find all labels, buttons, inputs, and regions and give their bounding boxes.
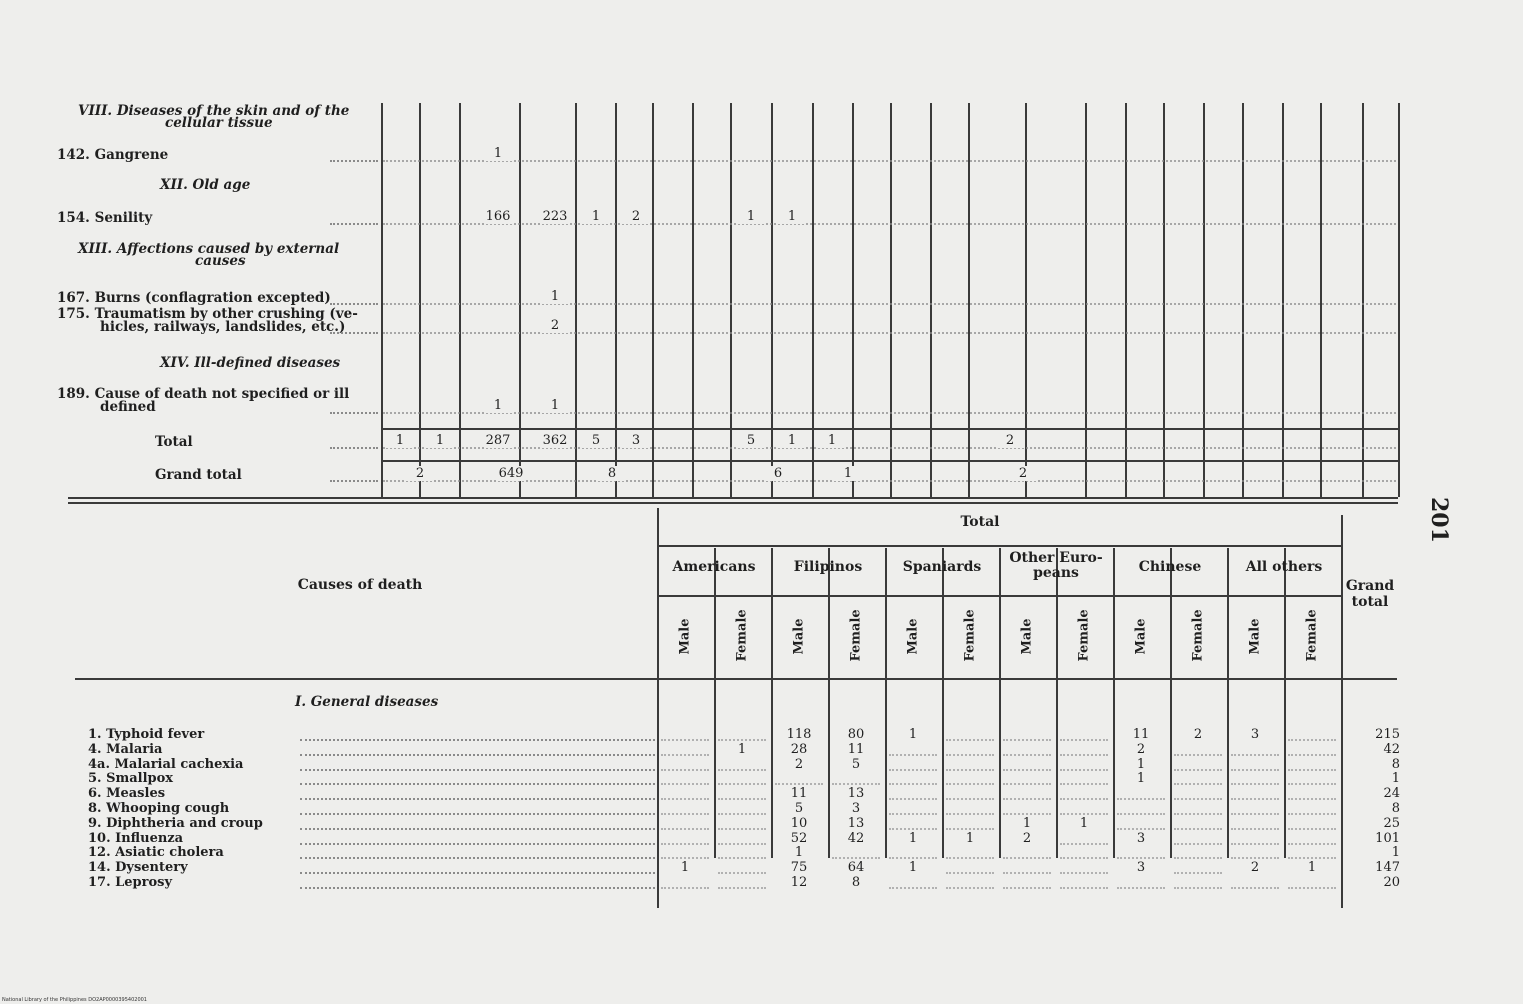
upper-column-rule xyxy=(692,103,694,497)
row-label-line2: hicles, railways, landslides, etc.) xyxy=(100,319,346,335)
cell-value: 1 xyxy=(671,860,699,875)
empty-cell-dots xyxy=(1003,769,1051,771)
row-label-line2: defined xyxy=(100,399,156,415)
leader-dots xyxy=(330,223,378,225)
section-heading: XII. Old age xyxy=(160,177,251,193)
grand-total-value: 8 xyxy=(1391,801,1400,816)
empty-cell-dots xyxy=(1288,783,1336,785)
empty-cell-dots xyxy=(1003,887,1051,889)
cell-value: 1 xyxy=(899,727,927,742)
page-number: 201 xyxy=(1426,497,1452,543)
cause-label: 4a. Malarial cachexia xyxy=(88,756,244,772)
empty-cell-dots xyxy=(1060,872,1108,874)
cause-label: 17. Leprosy xyxy=(88,875,173,890)
cell-value: 3 xyxy=(1241,727,1269,742)
empty-cell-dots xyxy=(1060,769,1108,771)
cell-value: 11 xyxy=(785,786,813,801)
cause-label: 14. Dysentery xyxy=(88,860,188,876)
cell-value: 1 xyxy=(426,433,454,448)
upper-column-rule xyxy=(1125,103,1127,497)
section-heading: VIII. Diseases of the skin and of the xyxy=(78,103,350,119)
leader-dots xyxy=(300,783,655,785)
cell-value: 2 xyxy=(1013,831,1041,846)
upper-column-rule xyxy=(652,103,654,497)
cause-label: 6. Measles xyxy=(88,786,166,802)
cell-value: 42 xyxy=(842,831,870,846)
leader-dots xyxy=(330,480,378,482)
leader-dots xyxy=(300,857,655,859)
cell-value: 1 xyxy=(1127,757,1155,772)
upper-column-rule xyxy=(575,103,577,497)
upper-column-rule xyxy=(930,103,932,497)
empty-cell-dots xyxy=(889,828,937,830)
cell-value: 118 xyxy=(786,727,812,742)
cell-value: 28 xyxy=(785,742,813,757)
empty-cell-dots xyxy=(718,798,766,800)
cell-value: 13 xyxy=(842,816,870,831)
empty-cell-dots xyxy=(889,887,937,889)
empty-cell-dots xyxy=(1174,872,1222,874)
group-header-rule xyxy=(657,595,1341,597)
empty-cell-dots xyxy=(832,783,880,785)
cell-value: 5 xyxy=(737,433,765,448)
cause-label: 9. Diphtheria and croup xyxy=(88,815,263,831)
grand-total-header: Grand total xyxy=(1345,578,1395,610)
grand-total-value: 8 xyxy=(1391,756,1400,772)
cell-value: 1 xyxy=(778,433,806,448)
empty-cell-dots xyxy=(1231,857,1279,859)
leader-dots xyxy=(300,887,655,889)
section-heading: XIV. Ill-defined diseases xyxy=(160,355,341,371)
empty-cell-dots xyxy=(1288,887,1336,889)
leader-dots xyxy=(300,798,655,800)
empty-cell-dots xyxy=(1288,857,1336,859)
empty-cell-dots xyxy=(661,739,709,741)
empty-cell-dots xyxy=(1174,887,1222,889)
group-header: Other Euro- peans xyxy=(1009,550,1103,581)
upper-column-rule xyxy=(1398,103,1400,497)
empty-cell-dots xyxy=(718,813,766,815)
upper-column-rule xyxy=(730,103,732,497)
upper-column-rule xyxy=(1362,103,1364,497)
empty-cell-dots xyxy=(1003,783,1051,785)
empty-cell-dots xyxy=(775,783,823,785)
cell-value: 2 xyxy=(406,466,434,481)
empty-cell-dots xyxy=(1003,739,1051,741)
empty-cell-dots xyxy=(1231,828,1279,830)
leader-dots xyxy=(330,160,378,162)
upper-column-rule xyxy=(615,103,617,497)
empty-cell-dots xyxy=(889,798,937,800)
cell-value: 10 xyxy=(785,816,813,831)
empty-cell-dots xyxy=(718,783,766,785)
empty-cell-dots xyxy=(1174,843,1222,845)
cell-value: 3 xyxy=(622,433,650,448)
separator-line xyxy=(68,497,1398,499)
leader-dots xyxy=(330,303,378,305)
empty-cell-dots xyxy=(946,857,994,859)
section-heading: I. General diseases xyxy=(295,694,439,710)
empty-cell-dots xyxy=(1060,798,1108,800)
grand-total-value: 24 xyxy=(1383,786,1400,802)
empty-cell-dots xyxy=(889,769,937,771)
grand-total-value: 101 xyxy=(1375,830,1400,846)
cell-value: 1 xyxy=(785,845,813,860)
row-label: 154. Senility xyxy=(57,210,153,226)
empty-cell-dots xyxy=(718,872,766,874)
empty-cell-dots xyxy=(1060,813,1108,815)
empty-cell-dots xyxy=(1060,783,1108,785)
cause-label: 10. Influenza xyxy=(88,830,184,846)
cell-value: 2 xyxy=(1009,466,1037,481)
cause-label: 8. Whooping cough xyxy=(88,801,230,816)
cell-value: 1 xyxy=(899,831,927,846)
grand-total-value: 147 xyxy=(1375,860,1400,876)
empty-cell-dots xyxy=(1060,739,1108,741)
cell-value: 12 xyxy=(785,875,813,890)
cell-value: 3 xyxy=(842,801,870,816)
empty-cell-dots xyxy=(661,843,709,845)
leader-dots xyxy=(300,872,655,874)
empty-cell-dots xyxy=(661,828,709,830)
cell-value: 3 xyxy=(1127,860,1155,875)
total-header: Total xyxy=(960,514,1000,530)
empty-cell-dots xyxy=(1060,887,1108,889)
cell-value: 1 xyxy=(818,433,846,448)
upper-column-rule xyxy=(1163,103,1165,497)
upper-column-rule xyxy=(968,103,970,497)
group-header: Spaniards xyxy=(902,559,982,575)
empty-cell-dots xyxy=(1288,739,1336,741)
empty-cell-dots xyxy=(661,798,709,800)
cell-value: 11 xyxy=(1127,727,1155,742)
cell-value: 1 xyxy=(899,860,927,875)
empty-cell-dots xyxy=(1003,798,1051,800)
empty-cell-dots xyxy=(946,828,994,830)
leader-dots xyxy=(300,828,655,830)
grand-total-value: 215 xyxy=(1375,727,1400,742)
empty-cell-dots xyxy=(1231,843,1279,845)
cell-value: 1 xyxy=(541,398,569,413)
sex-label: Female xyxy=(1076,609,1092,662)
empty-cell-dots xyxy=(383,160,1396,162)
empty-cell-dots xyxy=(383,480,1396,482)
sex-label: Male xyxy=(791,618,807,655)
empty-cell-dots xyxy=(718,828,766,830)
empty-cell-dots xyxy=(1231,798,1279,800)
empty-cell-dots xyxy=(889,857,937,859)
total-rule xyxy=(381,460,1398,462)
cell-value: 1 xyxy=(834,466,862,481)
upper-column-rule xyxy=(419,103,421,497)
row-label: Grand total xyxy=(155,467,242,483)
empty-cell-dots xyxy=(661,783,709,785)
upper-column-rule xyxy=(1203,103,1205,497)
empty-cell-dots xyxy=(383,332,1396,334)
empty-cell-dots xyxy=(1288,813,1336,815)
empty-cell-dots xyxy=(889,813,937,815)
empty-cell-dots xyxy=(661,887,709,889)
empty-cell-dots xyxy=(946,798,994,800)
empty-cell-dots xyxy=(1117,828,1165,830)
sex-label: Female xyxy=(734,609,750,662)
sex-label: Male xyxy=(1019,618,1035,655)
section-heading-line2: causes xyxy=(195,253,246,269)
cell-value: 287 xyxy=(485,433,511,448)
upper-column-rule xyxy=(852,103,854,497)
cell-value: 1 xyxy=(728,742,756,757)
cell-value: 2 xyxy=(996,433,1024,448)
empty-cell-dots xyxy=(1174,754,1222,756)
cell-value: 1 xyxy=(1013,816,1041,831)
cell-value: 2 xyxy=(1241,860,1269,875)
leader-dots xyxy=(300,769,655,771)
sex-label: Male xyxy=(1133,618,1149,655)
grand-total-value: 25 xyxy=(1383,815,1400,831)
empty-cell-dots xyxy=(889,783,937,785)
cell-value: 1 xyxy=(1127,771,1155,786)
empty-cell-dots xyxy=(1060,754,1108,756)
upper-column-rule xyxy=(1320,103,1322,497)
empty-cell-dots xyxy=(1288,828,1336,830)
sex-label: Female xyxy=(1190,609,1206,662)
row-label: 167. Burns (conflagration excepted) xyxy=(57,290,331,306)
empty-cell-dots xyxy=(946,754,994,756)
empty-cell-dots xyxy=(832,857,880,859)
header-bottom-rule xyxy=(75,678,1397,680)
empty-cell-dots xyxy=(383,223,1396,225)
cell-value: 166 xyxy=(485,209,511,224)
cell-value: 1 xyxy=(1298,860,1326,875)
cell-value: 64 xyxy=(842,860,870,875)
grand-total-value: 20 xyxy=(1383,875,1400,890)
cell-value: 2 xyxy=(622,209,650,224)
cell-value: 362 xyxy=(542,433,568,448)
cell-value: 1 xyxy=(541,289,569,304)
upper-column-rule xyxy=(1085,103,1087,497)
grand-total-value: 1 xyxy=(1391,771,1400,787)
grand-total-value: 42 xyxy=(1383,741,1400,757)
cell-value: 52 xyxy=(785,831,813,846)
cell-value: 11 xyxy=(842,742,870,757)
upper-column-rule xyxy=(1025,103,1027,497)
cell-value: 80 xyxy=(842,727,870,742)
empty-cell-dots xyxy=(1231,769,1279,771)
upper-column-rule xyxy=(1242,103,1244,497)
cell-value: 8 xyxy=(842,875,870,890)
empty-cell-dots xyxy=(1003,754,1051,756)
cell-value: 2 xyxy=(541,318,569,333)
cell-value: 223 xyxy=(542,209,568,224)
cell-value: 6 xyxy=(764,466,792,481)
cell-value: 5 xyxy=(785,801,813,816)
cell-value: 1 xyxy=(1070,816,1098,831)
leader-dots xyxy=(330,332,378,334)
cell-value: 2 xyxy=(785,757,813,772)
empty-cell-dots xyxy=(1231,887,1279,889)
upper-column-rule xyxy=(771,103,773,497)
empty-cell-dots xyxy=(718,887,766,889)
header-rule xyxy=(1341,515,1343,908)
empty-cell-dots xyxy=(661,857,709,859)
cell-value: 1 xyxy=(956,831,984,846)
empty-cell-dots xyxy=(383,412,1396,414)
cell-value: 8 xyxy=(598,466,626,481)
empty-cell-dots xyxy=(1117,813,1165,815)
cell-value: 1 xyxy=(484,398,512,413)
cell-value: 3 xyxy=(1127,831,1155,846)
separator-line xyxy=(68,502,1398,504)
cell-value: 1 xyxy=(484,146,512,161)
empty-cell-dots xyxy=(1003,872,1051,874)
cell-value: 1 xyxy=(386,433,414,448)
cell-value: 1 xyxy=(582,209,610,224)
empty-cell-dots xyxy=(383,447,1396,449)
empty-cell-dots xyxy=(718,857,766,859)
empty-cell-dots xyxy=(1003,857,1051,859)
empty-cell-dots xyxy=(1117,798,1165,800)
empty-cell-dots xyxy=(1231,813,1279,815)
empty-cell-dots xyxy=(383,303,1396,305)
causes-of-death-header: Causes of death xyxy=(297,577,423,593)
empty-cell-dots xyxy=(946,813,994,815)
sex-label: Female xyxy=(1304,609,1320,662)
upper-column-rule xyxy=(519,103,521,497)
empty-cell-dots xyxy=(946,769,994,771)
sex-label: Female xyxy=(962,609,978,662)
group-header: Filipinos xyxy=(793,559,863,575)
empty-cell-dots xyxy=(1117,857,1165,859)
group-header: All others xyxy=(1245,559,1323,575)
empty-cell-dots xyxy=(889,754,937,756)
leader-dots xyxy=(300,754,655,756)
empty-cell-dots xyxy=(1174,783,1222,785)
empty-cell-dots xyxy=(1174,813,1222,815)
section-heading-line2: cellular tissue xyxy=(165,115,273,131)
section-heading: XIII. Affections caused by external xyxy=(78,241,340,257)
empty-cell-dots xyxy=(1060,857,1108,859)
empty-cell-dots xyxy=(1231,754,1279,756)
empty-cell-dots xyxy=(946,887,994,889)
row-label: 175. Traumatism by other crushing (ve- xyxy=(57,306,358,322)
empty-cell-dots xyxy=(946,783,994,785)
upper-column-rule xyxy=(890,103,892,497)
empty-cell-dots xyxy=(718,739,766,741)
cell-value: 13 xyxy=(842,786,870,801)
empty-cell-dots xyxy=(1174,798,1222,800)
cell-value: 5 xyxy=(842,757,870,772)
empty-cell-dots xyxy=(946,872,994,874)
group-header: Chinese xyxy=(1138,559,1202,575)
leader-dots xyxy=(330,447,378,449)
grand-total-value: 1 xyxy=(1391,845,1400,861)
empty-cell-dots xyxy=(946,739,994,741)
empty-cell-dots xyxy=(661,769,709,771)
upper-column-rule xyxy=(459,103,461,497)
empty-cell-dots xyxy=(718,843,766,845)
empty-cell-dots xyxy=(661,813,709,815)
empty-cell-dots xyxy=(1288,798,1336,800)
cell-value: 2 xyxy=(1184,727,1212,742)
upper-column-rule xyxy=(812,103,814,497)
row-label: Total xyxy=(155,434,193,450)
empty-cell-dots xyxy=(661,754,709,756)
empty-cell-dots xyxy=(1060,843,1108,845)
sex-label: Male xyxy=(1247,618,1263,655)
group-header: Americans xyxy=(672,559,756,575)
cell-value: 2 xyxy=(1127,742,1155,757)
empty-cell-dots xyxy=(1288,843,1336,845)
empty-cell-dots xyxy=(1117,887,1165,889)
empty-cell-dots xyxy=(1174,857,1222,859)
upper-column-rule xyxy=(1282,103,1284,497)
cause-label: 5. Smallpox xyxy=(88,771,174,787)
cell-value: 649 xyxy=(498,466,524,481)
leader-dots xyxy=(300,813,655,815)
cell-value: 5 xyxy=(582,433,610,448)
empty-cell-dots xyxy=(1174,769,1222,771)
empty-cell-dots xyxy=(1288,769,1336,771)
sex-label: Female xyxy=(848,609,864,662)
cell-value: 1 xyxy=(778,209,806,224)
leader-dots xyxy=(300,843,655,845)
sex-label: Male xyxy=(677,618,693,655)
empty-cell-dots xyxy=(1231,783,1279,785)
cause-label: 1. Typhoid fever xyxy=(88,727,205,742)
row-label: 189. Cause of death not specified or ill xyxy=(57,386,350,402)
total-header-rule xyxy=(657,545,1341,547)
empty-cell-dots xyxy=(1288,754,1336,756)
cause-label: 12. Asiatic cholera xyxy=(88,845,224,861)
empty-cell-dots xyxy=(1174,828,1222,830)
cell-value: 75 xyxy=(785,860,813,875)
row-label: 142. Gangrene xyxy=(57,147,169,163)
footer-credit: National Library of the Philippines DO2AP0000395402001 xyxy=(2,997,147,1003)
cell-value: 1 xyxy=(737,209,765,224)
empty-cell-dots xyxy=(1003,813,1051,815)
empty-cell-dots xyxy=(718,769,766,771)
cause-label: 4. Malaria xyxy=(88,741,163,757)
leader-dots xyxy=(300,739,655,741)
leader-dots xyxy=(330,412,378,414)
sex-label: Male xyxy=(905,618,921,655)
upper-column-rule xyxy=(381,103,383,497)
total-rule xyxy=(381,428,1398,430)
